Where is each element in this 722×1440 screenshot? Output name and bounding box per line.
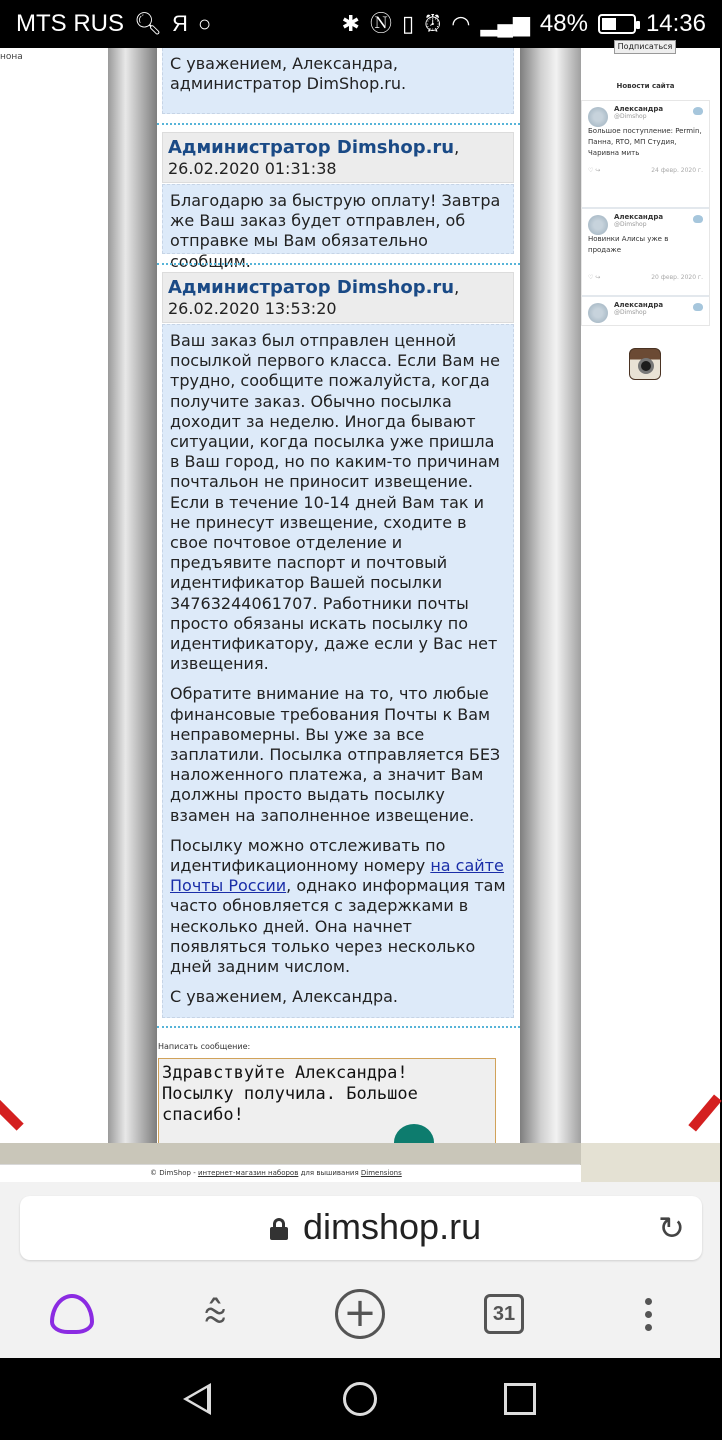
new-tab-button[interactable] bbox=[330, 1284, 390, 1344]
previous-message-tail: С уважением, Александра, администратор DimShop.ru. bbox=[162, 48, 514, 114]
alice-icon bbox=[50, 1294, 94, 1334]
plus-icon: + bbox=[335, 1289, 385, 1339]
message-datetime: 26.02.2020 01:31:38 bbox=[168, 159, 337, 178]
carrier-label: MTS RUS bbox=[16, 10, 124, 37]
share-icon: ⩯ bbox=[203, 1291, 227, 1337]
vibrate-icon: ▯ bbox=[401, 11, 415, 36]
message-signature: С уважением, Александра. bbox=[170, 987, 399, 1007]
alice-button[interactable] bbox=[42, 1284, 102, 1344]
tweet-author: Александра bbox=[614, 301, 664, 309]
twitter-widget[interactable] bbox=[581, 100, 710, 326]
news-title: Новости сайта bbox=[616, 82, 675, 90]
ribbon-decoration bbox=[0, 1095, 24, 1130]
footer-right-block bbox=[581, 1143, 720, 1182]
message-thread bbox=[157, 48, 520, 1182]
battery-fill bbox=[602, 18, 616, 30]
left-decoration bbox=[0, 48, 110, 1148]
status-bar bbox=[0, 0, 720, 48]
subscribe-button[interactable]: Подписаться bbox=[614, 40, 676, 54]
twitter-icon bbox=[693, 107, 703, 115]
message-separator bbox=[157, 1026, 520, 1028]
message-body bbox=[162, 324, 514, 1018]
tweet-date: 24 февр. 2020 г. bbox=[651, 167, 703, 174]
share-button[interactable] bbox=[185, 1284, 245, 1344]
wifi-icon: ◠ bbox=[451, 11, 471, 36]
tweet-card[interactable] bbox=[582, 297, 709, 327]
tweet-text: Большое поступление: Permin, Панна, RTO, МП Студия, Чаривна мить bbox=[588, 127, 702, 157]
system-nav-bar bbox=[0, 1358, 720, 1440]
russian-post-link[interactable]: на сайте Почты России bbox=[170, 856, 504, 896]
avatar bbox=[588, 303, 608, 323]
tweet-handle: @Dimshop bbox=[614, 309, 647, 316]
footer-middle: для вышивания bbox=[298, 1169, 361, 1177]
tweet-author: Александра bbox=[614, 105, 664, 113]
tweet-handle: @Dimshop bbox=[614, 221, 647, 228]
message-separator bbox=[157, 123, 520, 125]
header-comma: , bbox=[454, 138, 460, 157]
message-paragraph: Благодарю за быструю оплату! Завтра же Ваш заказ будет отправлен, об отправке мы Вам обязательно сообщим. bbox=[170, 191, 501, 271]
lock-icon[interactable] bbox=[270, 1218, 288, 1240]
right-pillar-decoration bbox=[519, 48, 581, 1148]
write-message-label: Написать сообщение: bbox=[158, 1042, 251, 1051]
battery-icon bbox=[598, 14, 636, 34]
status-left bbox=[16, 10, 211, 38]
message-separator bbox=[157, 263, 520, 265]
reload-icon[interactable]: ↻ bbox=[658, 1209, 685, 1247]
twitter-icon bbox=[693, 215, 703, 223]
tweet-handle: @Dimshop bbox=[614, 113, 647, 120]
search-icon: 🔍︎ bbox=[134, 11, 162, 36]
tweet-card[interactable] bbox=[582, 209, 709, 297]
tracking-text-after: , однако информация там часто обновляется с задержками в несколько дней. Она начнет появляться только через несколько дней задним числом. bbox=[170, 876, 506, 977]
signal-icon: ▂▄▆ bbox=[480, 11, 530, 36]
message-paragraph bbox=[170, 836, 506, 977]
message-paragraph: Ваш заказ был отправлен ценной посылкой первого класса. Если Вам не трудно, сообщите пожалуйста, когда получите заказ. Обычно посылка доходит за неделю. Иногда бывают ситуации, когда посылка уже пришла в Ваш город, но по каким-то причинам почтальон не приносит извещение. Если в течение 10-14 дней Вам так и не принесут извещение, сходите в свое почтовое отделение и предъявите паспорт и почтовый идентификатор Вашей посылки 34763244061707. Работники почты просто обязаны искать посылку по идентификатору, даже если у Вас нет извещения. bbox=[170, 331, 500, 674]
recents-button[interactable] bbox=[504, 1383, 536, 1415]
message-author[interactable]: Администратор Dimshop.ru bbox=[168, 137, 455, 158]
message-author[interactable]: Администратор Dimshop.ru bbox=[168, 277, 455, 298]
header-comma: , bbox=[454, 278, 460, 297]
tweet-meta bbox=[588, 167, 703, 174]
instagram-lens bbox=[638, 358, 654, 374]
ribbon-decoration bbox=[688, 1094, 721, 1131]
footer-prefix: © DimShop - bbox=[150, 1169, 198, 1177]
tabs-button[interactable] bbox=[474, 1284, 534, 1344]
tweet-author: Александра bbox=[614, 213, 664, 221]
instagram-icon[interactable] bbox=[629, 348, 661, 380]
nfc-icon: Ⓝ bbox=[369, 11, 392, 36]
message-datetime: 26.02.2020 13:53:20 bbox=[168, 299, 337, 318]
message-header bbox=[162, 132, 514, 183]
sync-icon: ○ bbox=[197, 11, 212, 36]
back-button[interactable] bbox=[183, 1383, 211, 1415]
site-footer bbox=[0, 1164, 580, 1182]
footer-brand-link[interactable]: Dimensions bbox=[360, 1169, 402, 1177]
status-right bbox=[342, 10, 706, 38]
avatar bbox=[588, 107, 608, 127]
tabs-count: 31 bbox=[484, 1294, 524, 1334]
twitter-icon bbox=[693, 303, 703, 311]
yandex-icon: Я bbox=[171, 11, 188, 36]
tweet-actions-icon[interactable]: ♡ ↪ bbox=[588, 274, 601, 281]
message-body bbox=[162, 184, 514, 271]
alarm-icon: ⏰︎ bbox=[424, 11, 442, 36]
more-vertical-icon bbox=[645, 1298, 652, 1331]
address-bar[interactable] bbox=[20, 1196, 702, 1260]
url-text[interactable]: dimshop.ru bbox=[303, 1206, 482, 1247]
address-bar-area bbox=[0, 1182, 720, 1274]
tracking-text-before: Посылку можно отслеживать по идентификационному номеру bbox=[170, 835, 446, 876]
footer-shop-link[interactable]: интернет-магазин наборов bbox=[197, 1169, 299, 1177]
tweet-card[interactable] bbox=[582, 101, 709, 209]
cropped-text: нона bbox=[0, 52, 23, 62]
tweet-meta bbox=[588, 274, 703, 281]
tweet-date: 20 февр. 2020 г. bbox=[651, 274, 703, 281]
message-paragraph: Обратите внимание на то, что любые финансовые требования Почты к Вам неправомерны. Вы уже за все заплатили. Посылка отправляется БЕЗ наложенного платежа, а значит Вам должны просто выдать посылку взамен на заполненное извещение. bbox=[170, 684, 501, 825]
message-header bbox=[162, 272, 514, 323]
right-sidebar bbox=[581, 42, 720, 1143]
message-input[interactable]: Здравствуйте Александра! Посылку получила. Большое спасибо! bbox=[158, 1058, 496, 1170]
tweet-actions-icon[interactable]: ♡ ↪ bbox=[588, 167, 601, 174]
home-button[interactable] bbox=[343, 1382, 377, 1416]
battery-percent: 48% bbox=[539, 10, 588, 37]
menu-button[interactable] bbox=[618, 1284, 678, 1344]
left-pillar-decoration bbox=[108, 48, 158, 1148]
browser-toolbar bbox=[0, 1274, 720, 1358]
clock: 14:36 bbox=[645, 10, 706, 37]
web-viewport[interactable] bbox=[0, 42, 720, 1182]
avatar bbox=[588, 215, 608, 235]
tweet-text: Новинки Алисы уже в продаже bbox=[588, 235, 669, 254]
bluetooth-icon: ✱ bbox=[341, 11, 360, 36]
